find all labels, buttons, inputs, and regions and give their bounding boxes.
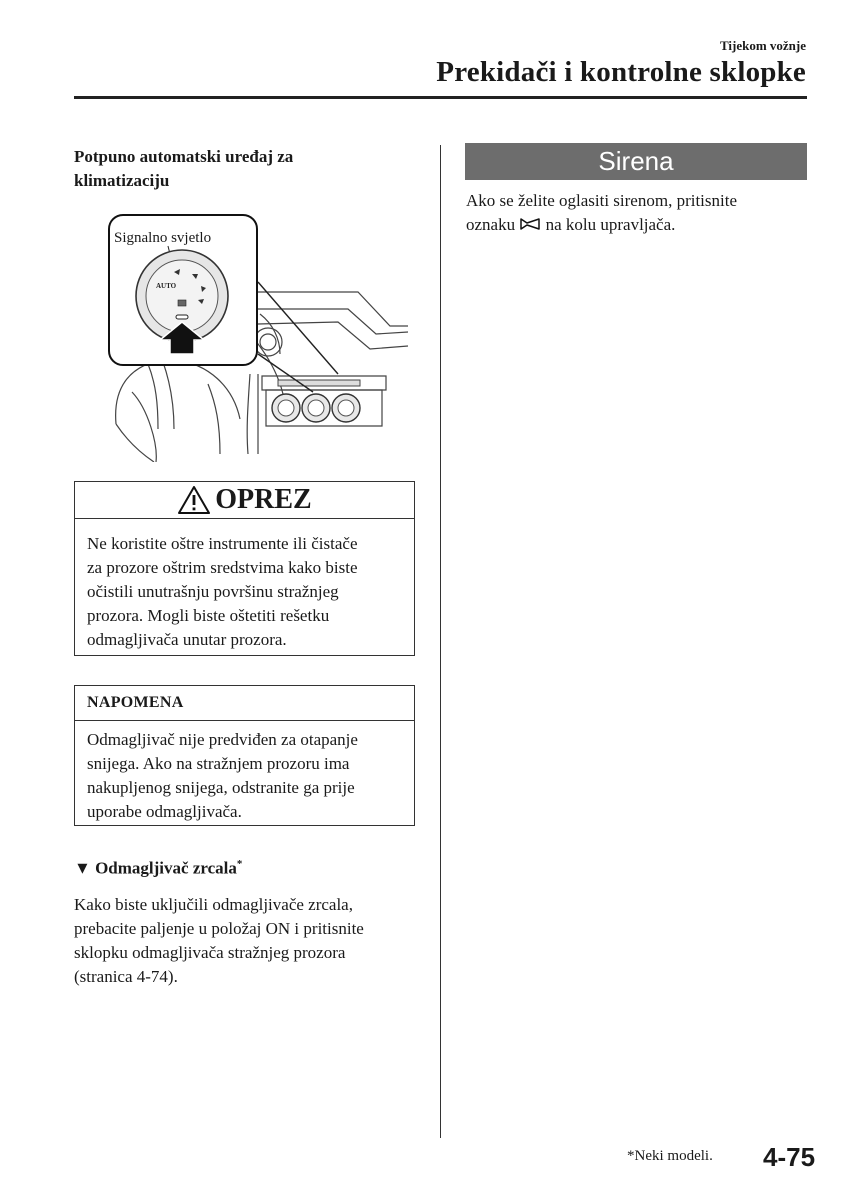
triangle-down-icon: ▼ <box>74 858 91 878</box>
mirror-defroster-heading <box>74 852 415 881</box>
footnote-marker: * <box>236 858 243 870</box>
mirror-line: prebacite paljenje u položaj ON i pritisnite <box>74 919 364 938</box>
mirror-defroster-text <box>74 893 415 989</box>
caution-header <box>75 482 414 519</box>
horn-line-2 <box>466 213 808 237</box>
note-line: Odmagljivač nije predviđen za otapanje <box>87 730 358 749</box>
warning-triangle-icon <box>177 485 211 515</box>
horn-icon <box>519 217 541 231</box>
caution-line: odmagljivača unutar prozora. <box>87 630 287 649</box>
caution-box <box>74 481 415 656</box>
caution-line: Ne koristite oštre instrumente ili čistače <box>87 534 358 553</box>
horn-line-1: Ako se želite oglasiti sirenom, pritisnite <box>466 191 738 210</box>
note-text <box>75 721 414 824</box>
section-label: Tijekom vožnje <box>719 38 806 53</box>
caution-line: prozora. Mogli biste oštetiti rešetku <box>87 606 330 625</box>
horn-line-2-before: oznaku <box>466 215 516 234</box>
mirror-heading-text: Odmagljivač zrcala <box>95 858 237 878</box>
indicator-light <box>176 315 188 319</box>
horn-section-banner: Sirena <box>465 143 807 180</box>
page-number: 4-75 <box>763 1142 816 1172</box>
note-header <box>75 686 414 721</box>
mirror-line: Kako biste uključili odmagljivače zrcala, <box>74 895 353 914</box>
page-title: Prekidači i kontrolne sklopke <box>436 56 806 88</box>
caution-line: za prozore oštrim sredstvima kako biste <box>87 558 358 577</box>
horn-line-2-after: na kolu upravljača. <box>545 215 676 234</box>
center-console-knobs <box>272 380 360 422</box>
mirror-line: (stranica 4-74). <box>74 967 178 986</box>
climate-subheading <box>74 145 415 193</box>
caution-text <box>75 519 414 652</box>
caution-line: očistili unutrašnju površinu stražnjeg <box>87 582 339 601</box>
column-divider <box>440 145 441 1138</box>
note-line: nakupljenog snijega, odstranite ga prije <box>87 778 355 797</box>
climate-subheading-line2: klimatizaciju <box>74 171 170 190</box>
signal-light-label: Signalno svjetlo <box>114 230 212 246</box>
horn-text <box>466 189 808 237</box>
note-line: snijega. Ako na stražnjem prozoru ima <box>87 754 350 773</box>
note-line: uporabe odmagljivača. <box>87 802 242 821</box>
climate-control-illustration <box>108 214 414 462</box>
note-box <box>74 685 415 826</box>
footnote: *Neki modeli. <box>627 1148 713 1164</box>
mirror-line: sklopku odmagljivača stražnjeg prozora <box>74 943 346 962</box>
caution-title: OPREZ <box>215 484 312 515</box>
note-title: NAPOMENA <box>87 694 184 711</box>
auto-mode-label: AUTO <box>156 282 177 290</box>
header-rule <box>74 96 807 99</box>
climate-control-figure <box>108 214 414 462</box>
climate-subheading-line1: Potpuno automatski uređaj za <box>74 147 294 166</box>
